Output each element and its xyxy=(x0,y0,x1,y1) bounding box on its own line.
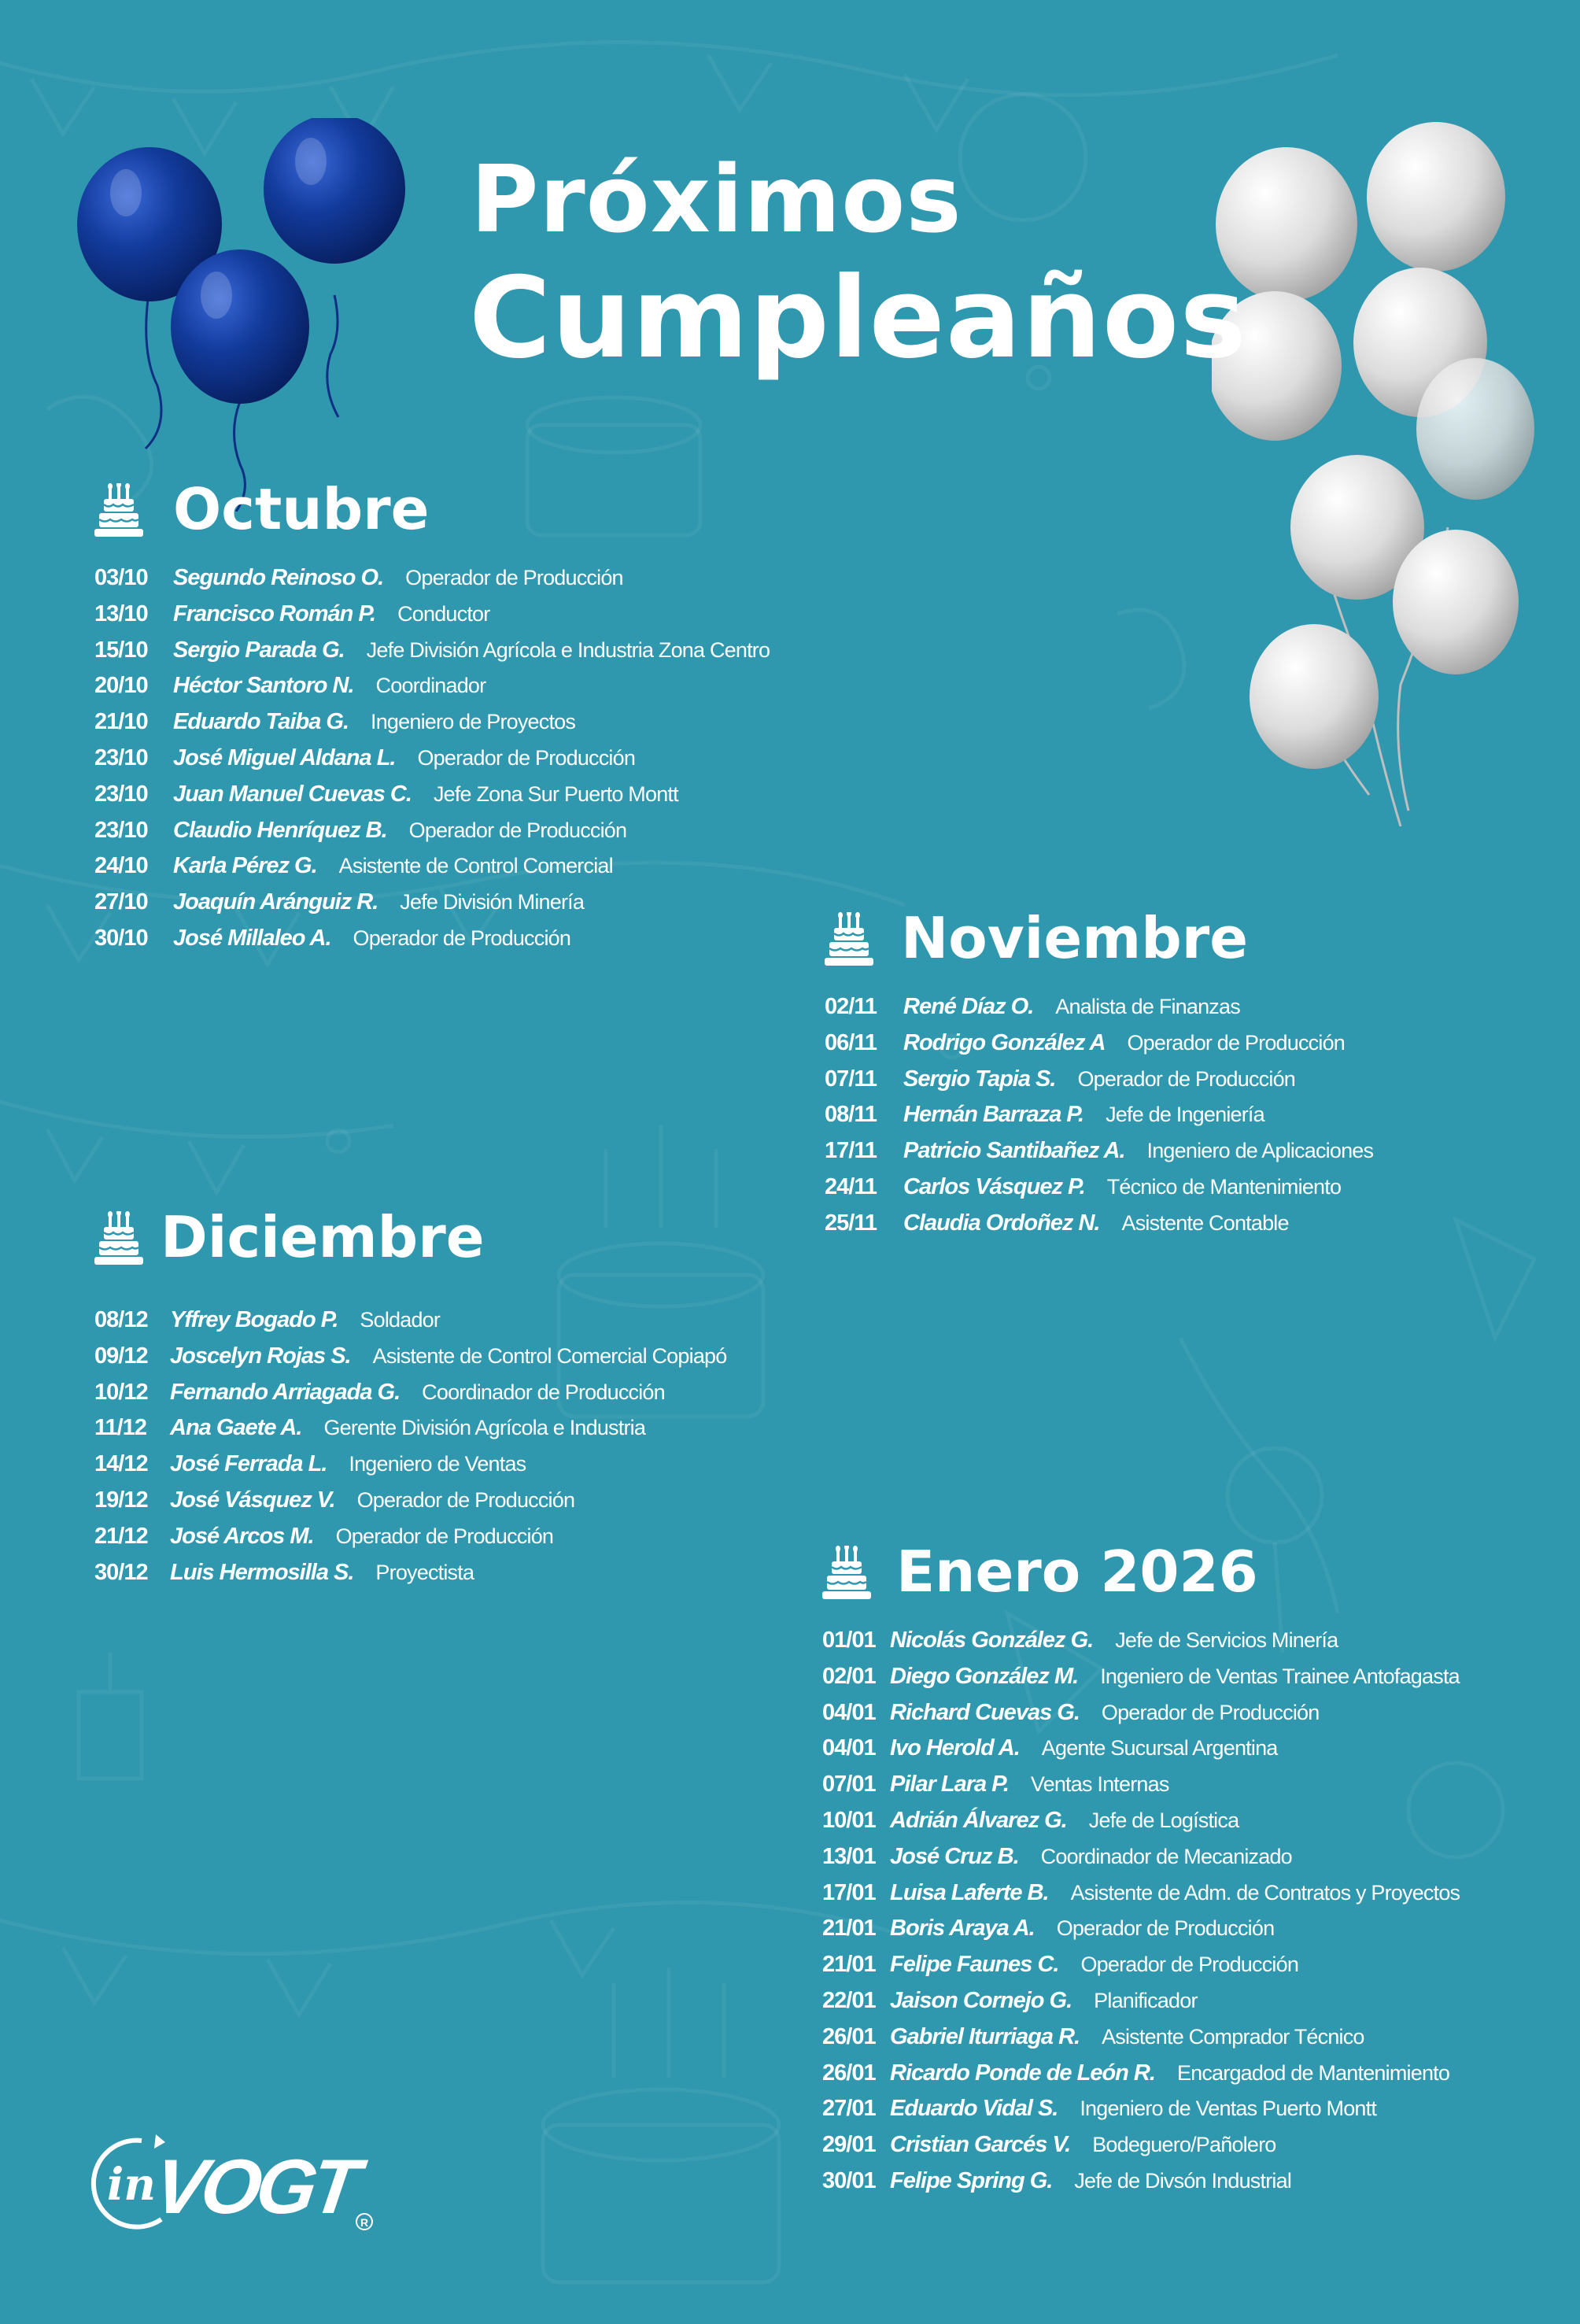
birthday-list xyxy=(94,560,770,957)
birthday-date: 26/01 xyxy=(822,2023,876,2049)
employee-role: Soldador xyxy=(360,1308,441,1332)
employee-name: Pilar Lara P. xyxy=(890,1772,1009,1797)
employee-name: Joaquín Aránguiz R. xyxy=(173,889,378,915)
birthday-date: 27/01 xyxy=(822,2096,876,2122)
birthday-date: 02/01 xyxy=(822,1663,876,1689)
birthday-entry xyxy=(825,1025,1373,1062)
employee-role: Operador de Producción xyxy=(353,926,571,950)
employee-role: Operador de Producción xyxy=(1101,1700,1320,1724)
birthday-entry xyxy=(822,1839,1460,1875)
employee-name: Felipe Spring G. xyxy=(890,2167,1053,2193)
employee-name: Francisco Román P. xyxy=(173,600,376,626)
employee-name: Rodrigo González A xyxy=(903,1029,1106,1055)
birthday-date: 04/01 xyxy=(822,1735,876,1761)
page-title-line-2: Cumpleaños xyxy=(469,253,1247,383)
birthday-date: 23/10 xyxy=(94,744,148,770)
employee-role: Ingeniero de Ventas xyxy=(349,1452,526,1476)
birthday-entry xyxy=(94,1375,726,1411)
birthday-date: 21/12 xyxy=(94,1523,148,1549)
birthday-date: 03/10 xyxy=(94,565,148,590)
employee-name: Eduardo Vidal S. xyxy=(890,2096,1058,2122)
employee-role: Jefe División Agrícola e Industria Zona Centro xyxy=(366,637,770,662)
employee-name: Jaison Cornejo G. xyxy=(890,1987,1072,2013)
employee-role: Ingeniero de Proyectos xyxy=(371,710,576,734)
birthday-entry xyxy=(94,1339,726,1375)
employee-role: Operador de Producción xyxy=(417,745,636,770)
birthday-cake-icon xyxy=(825,912,873,966)
page-title-line-1: Próximos xyxy=(471,145,962,253)
birthday-entry xyxy=(822,2163,1460,2200)
section-title: Enero 2026 xyxy=(896,1539,1258,1605)
birthday-cake-icon xyxy=(822,1546,871,1599)
employee-role: Operador de Producción xyxy=(405,566,623,589)
employee-role: Jefe de Servicios Minería xyxy=(1115,1628,1338,1652)
birthday-date: 27/10 xyxy=(94,889,148,915)
birthday-entry xyxy=(94,1410,726,1446)
birthday-entry xyxy=(94,813,770,849)
birthday-entry xyxy=(825,1097,1373,1133)
birthday-entry xyxy=(825,1062,1373,1098)
birthday-entry xyxy=(825,1133,1373,1169)
birthday-entry xyxy=(94,597,770,633)
section-diciembre xyxy=(94,1200,726,1591)
birthday-date: 26/01 xyxy=(822,2060,876,2086)
birthday-cake-icon xyxy=(94,1211,143,1265)
birthday-list xyxy=(822,1623,1460,2200)
employee-role: Asistente Comprador Técnico xyxy=(1102,2024,1364,2049)
birthday-date: 10/01 xyxy=(822,1807,876,1833)
employee-role: Agente Sucursal Argentina xyxy=(1041,1736,1278,1761)
employee-name: José Vásquez V. xyxy=(170,1487,335,1513)
employee-role: Ventas Internas xyxy=(1030,1772,1169,1797)
employee-role: Coordinador de Producción xyxy=(422,1380,665,1404)
employee-name: José Millaleo A. xyxy=(173,925,331,951)
employee-name: José Miguel Aldana L. xyxy=(173,744,396,770)
employee-role: Ingeniero de Aplicaciones xyxy=(1146,1139,1374,1163)
birthday-entry xyxy=(822,1623,1460,1659)
employee-role: Gerente División Agrícola e Industria xyxy=(323,1416,646,1440)
employee-name: Cristian Garcés V. xyxy=(890,2132,1071,2158)
birthday-entry xyxy=(822,1731,1460,1767)
employee-role: Operador de Producción xyxy=(1077,1066,1296,1091)
birthday-date: 20/10 xyxy=(94,673,148,699)
birthday-date: 14/12 xyxy=(94,1451,148,1477)
employee-role: Jefe de Ingeniería xyxy=(1106,1103,1264,1127)
employee-role: Operador de Producción xyxy=(335,1524,554,1548)
employee-role: Encargadod de Mantenimiento xyxy=(1176,2060,1450,2085)
birthday-entry xyxy=(94,885,770,921)
birthday-date: 24/11 xyxy=(825,1173,877,1199)
birthday-date: 22/01 xyxy=(822,1987,876,2013)
employee-role: Ingeniero de Ventas Trainee Antofagasta xyxy=(1100,1664,1460,1688)
birthday-entry xyxy=(94,633,770,669)
white-balloons-decoration xyxy=(1212,118,1542,842)
employee-name: Ricardo Ponde de León R. xyxy=(890,2060,1155,2086)
birthday-date: 30/12 xyxy=(94,1559,148,1585)
birthday-date: 13/10 xyxy=(94,600,148,626)
employee-name: Nicolás González G. xyxy=(890,1628,1094,1653)
employee-name: Luis Hermosilla S. xyxy=(170,1559,354,1585)
employee-role: Bodeguero/Pañolero xyxy=(1092,2133,1276,2157)
employee-role: Operador de Producción xyxy=(1056,1916,1275,1941)
employee-name: Felipe Faunes C. xyxy=(890,1952,1059,1978)
birthday-date: 30/10 xyxy=(94,925,148,951)
employee-role: Jefe División Minería xyxy=(400,890,585,914)
birthday-entry xyxy=(825,1206,1373,1242)
birthday-date: 21/01 xyxy=(822,1952,876,1978)
birthday-date: 07/01 xyxy=(822,1772,876,1797)
birthday-date: 11/12 xyxy=(94,1415,146,1441)
employee-role: Asistente Contable xyxy=(1121,1210,1289,1235)
section-enero-2026 xyxy=(822,1535,1460,2200)
birthday-date: 07/11 xyxy=(825,1066,877,1092)
employee-name: Segundo Reinoso O. xyxy=(173,565,384,590)
employee-name: Carlos Vásquez P. xyxy=(903,1173,1085,1199)
birthday-entry xyxy=(94,1446,726,1483)
section-title: Noviembre xyxy=(901,905,1249,971)
blue-balloons-decoration xyxy=(71,118,417,512)
birthday-entry xyxy=(94,1302,726,1339)
birthday-date: 17/11 xyxy=(825,1138,877,1164)
birthday-entry xyxy=(94,1483,726,1519)
section-noviembre xyxy=(825,901,1373,1242)
birthday-date: 25/11 xyxy=(825,1210,877,1236)
birthday-entry xyxy=(825,989,1373,1025)
birthday-date: 21/01 xyxy=(822,1916,876,1942)
birthday-entry xyxy=(94,921,770,957)
employee-role: Asistente de Control Comercial xyxy=(338,854,613,878)
birthday-entry xyxy=(94,741,770,777)
birthday-date: 04/01 xyxy=(822,1699,876,1725)
birthday-entry xyxy=(822,1983,1460,2019)
employee-name: Sergio Tapia S. xyxy=(903,1066,1056,1092)
employee-name: Richard Cuevas G. xyxy=(890,1699,1080,1725)
employee-role: Asistente de Control Comercial Copiapó xyxy=(372,1343,727,1368)
employee-name: Fernando Arriagada G. xyxy=(170,1379,401,1405)
birthday-entry xyxy=(822,2127,1460,2163)
birthday-date: 30/01 xyxy=(822,2167,876,2193)
employee-role: Operador de Producción xyxy=(1080,1953,1299,1977)
employee-name: Luisa Laferte B. xyxy=(890,1879,1049,1905)
birthday-date: 08/11 xyxy=(825,1102,877,1128)
svg-text:R: R xyxy=(360,2216,369,2229)
birthday-date: 15/10 xyxy=(94,637,148,663)
employee-role: Planificador xyxy=(1094,1988,1198,2012)
employee-role: Jefe de Divsón Industrial xyxy=(1074,2168,1292,2193)
employee-name: René Díaz O. xyxy=(903,994,1034,1019)
employee-name: Gabriel Iturriaga R. xyxy=(890,2023,1080,2049)
employee-name: Boris Araya A. xyxy=(890,1916,1035,1942)
employee-name: Sergio Parada G. xyxy=(173,637,345,663)
employee-name: José Cruz B. xyxy=(890,1843,1019,1869)
employee-name: Adrián Álvarez G. xyxy=(890,1807,1067,1833)
employee-name: Patricio Santibañez A. xyxy=(903,1138,1125,1164)
birthday-entry xyxy=(94,560,770,597)
birthday-list xyxy=(825,989,1373,1242)
employee-name: Claudio Henríquez B. xyxy=(173,817,387,843)
birthday-list xyxy=(94,1302,726,1591)
employee-name: Yffrey Bogado P. xyxy=(170,1307,338,1332)
employee-role: Operador de Producción xyxy=(1127,1030,1346,1055)
employee-role: Conductor xyxy=(397,601,490,626)
employee-name: Héctor Santoro N. xyxy=(173,673,354,699)
birthday-date: 08/12 xyxy=(94,1307,148,1332)
employee-role: Operador de Producción xyxy=(408,818,627,842)
birthday-date: 10/12 xyxy=(94,1379,148,1405)
birthday-date: 17/01 xyxy=(822,1879,876,1905)
birthday-date: 23/10 xyxy=(94,781,148,807)
birthday-date: 02/11 xyxy=(825,994,877,1019)
birthday-entry xyxy=(94,1519,726,1555)
employee-name: Eduardo Taiba G. xyxy=(173,709,349,735)
employee-role: Coordinador xyxy=(375,674,486,698)
birthday-date: 21/10 xyxy=(94,709,148,735)
invogt-logo xyxy=(87,2125,386,2235)
employee-role: Técnico de Mantenimiento xyxy=(1106,1174,1342,1199)
birthday-date: 09/12 xyxy=(94,1343,148,1369)
svg-text:in: in xyxy=(107,2159,156,2211)
birthday-date: 19/12 xyxy=(94,1487,148,1513)
birthday-entry xyxy=(822,1803,1460,1839)
birthday-entry xyxy=(822,2056,1460,2092)
employee-role: Jefe de Logística xyxy=(1088,1808,1239,1832)
birthday-entry xyxy=(822,1695,1460,1731)
birthday-date: 29/01 xyxy=(822,2132,876,2158)
employee-role: Asistente de Adm. de Contratos y Proyectos xyxy=(1070,1880,1460,1905)
employee-name: Juan Manuel Cuevas C. xyxy=(173,781,412,807)
employee-name: José Ferrada L. xyxy=(170,1451,327,1477)
employee-name: Joscelyn Rojas S. xyxy=(170,1343,351,1369)
birthday-entry xyxy=(822,2091,1460,2127)
employee-name: Diego González M. xyxy=(890,1663,1079,1689)
birthday-entry xyxy=(822,1659,1460,1695)
birthday-date: 23/10 xyxy=(94,817,148,843)
birthday-entry xyxy=(94,777,770,813)
employee-name: Ana Gaete A. xyxy=(170,1415,302,1441)
employee-role: Jefe Zona Sur Puerto Montt xyxy=(433,781,678,806)
birthday-cake-icon xyxy=(94,483,143,537)
birthday-entry xyxy=(94,668,770,704)
birthday-entry xyxy=(94,704,770,741)
birthday-entry xyxy=(822,1875,1460,1912)
birthday-date: 24/10 xyxy=(94,853,148,879)
employee-name: Hernán Barraza P. xyxy=(903,1102,1084,1128)
employee-role: Coordinador de Mecanizado xyxy=(1040,1844,1292,1868)
birthday-date: 06/11 xyxy=(825,1029,877,1055)
birthday-entry xyxy=(825,1169,1373,1206)
employee-role: Analista de Finanzas xyxy=(1055,995,1240,1018)
employee-name: Claudia Ordoñez N. xyxy=(903,1210,1100,1236)
birthday-entry xyxy=(94,1555,726,1591)
employee-role: Proyectista xyxy=(375,1560,474,1584)
birthday-entry xyxy=(822,1947,1460,1983)
birthday-entry xyxy=(94,848,770,885)
employee-role: Operador de Producción xyxy=(356,1487,575,1512)
svg-text:VOGT: VOGT xyxy=(149,2143,361,2230)
employee-name: Karla Pérez G. xyxy=(173,853,317,879)
birthday-entry xyxy=(822,1767,1460,1803)
employee-role: Ingeniero de Ventas Puerto Montt xyxy=(1080,2097,1377,2121)
employee-name: Ivo Herold A. xyxy=(890,1735,1020,1761)
birthday-date: 13/01 xyxy=(822,1843,876,1869)
section-octubre xyxy=(94,472,770,957)
birthday-entry xyxy=(822,2019,1460,2056)
birthday-date: 01/01 xyxy=(822,1628,876,1653)
section-title: Diciembre xyxy=(161,1204,485,1270)
birthday-entry xyxy=(822,1911,1460,1947)
employee-name: José Arcos M. xyxy=(170,1523,314,1549)
section-title: Octubre xyxy=(173,476,430,542)
